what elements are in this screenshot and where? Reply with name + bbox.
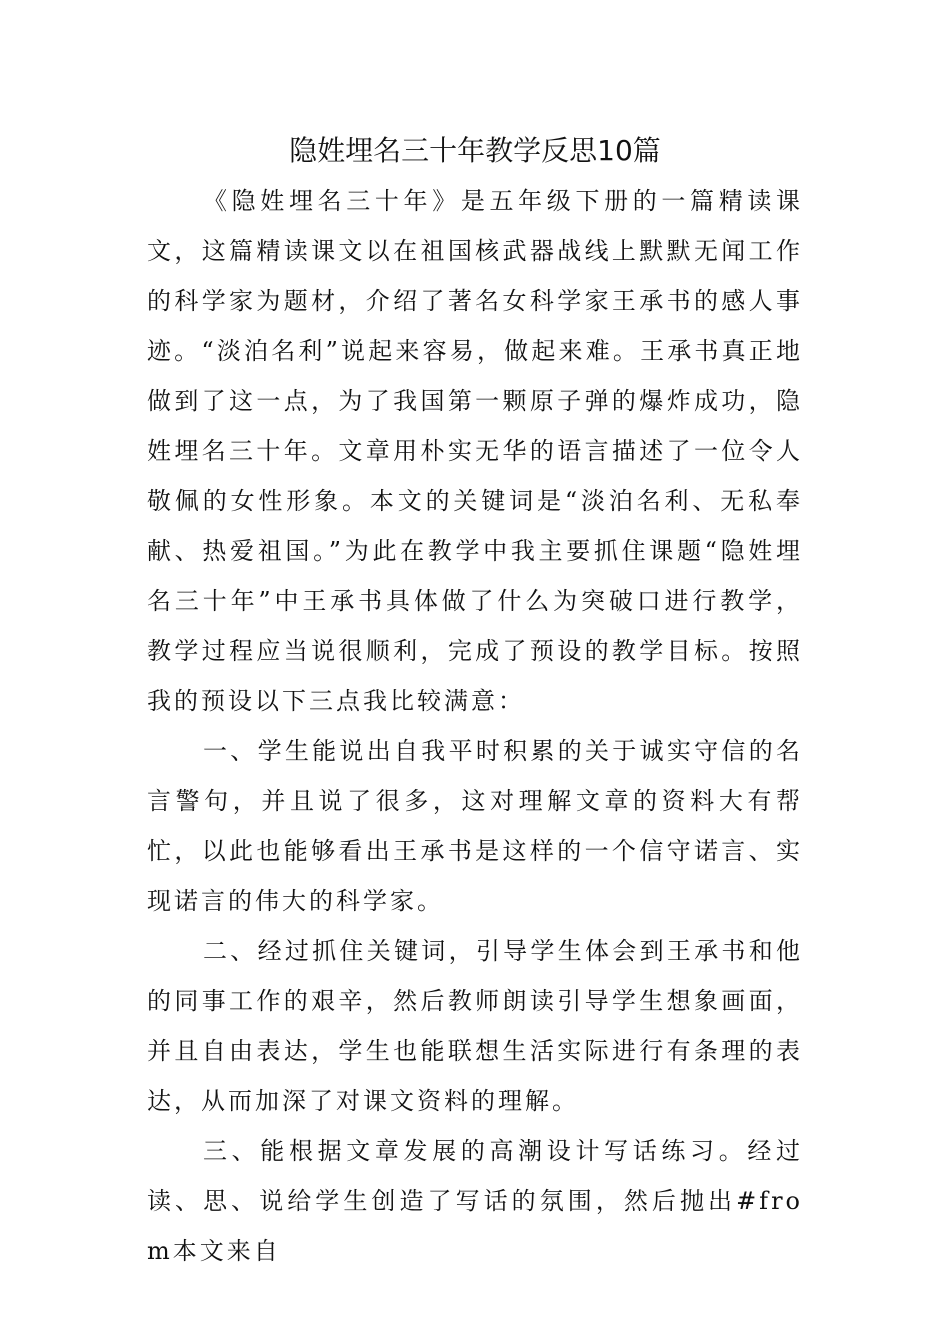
paragraph-point-one: 一、学生能说出自我平时积累的关于诚实守信的名言警句，并且说了很多，这对理解文章的资料大有帮忙，以此也能够看出王承书是这样的一个信守诺言、实现诺言的伟大的科学家。 <box>147 737 803 915</box>
paragraph-point-three: 三、能根据文章发展的高潮设计写话练习。经过读、思、说给学生创造了写话的氛围，然后抛出#from本文来自 <box>147 1137 803 1265</box>
document-body <box>147 176 803 1276</box>
paragraph-point-two: 二、经过抓住关键词，引导学生体会到王承书和他的同事工作的艰辛，然后教师朗读引导学生想象画面，并且自由表达，学生也能联想生活实际进行有条理的表达，从而加深了对课文资料的理解。 <box>147 937 803 1115</box>
paragraph-intro: 《隐姓埋名三十年》是五年级下册的一篇精读课文，这篇精读课文以在祖国核武器战线上默默无闻工作的科学家为题材，介绍了著名女科学家王承书的感人事迹。“淡泊名利”说起来容易，做起来难。王承书真正地做到了这一点，为了我国第一颗原子弹的爆炸成功，隐姓埋名三十年。文章用朴实无华的语言描述了一位令人敬佩的女性形象。本文的关键词是“淡泊名利、无私奉献、热爱祖国。”为此在教学中我主要抓住课题“隐姓埋名三十年”中王承书具体做了什么为突破口进行教学，教学过程应当说很顺利，完成了预设的教学目标。按照我的预设以下三点我比较满意： <box>147 187 803 715</box>
document-title: 隐姓埋名三十年教学反思10篇 <box>289 134 661 167</box>
